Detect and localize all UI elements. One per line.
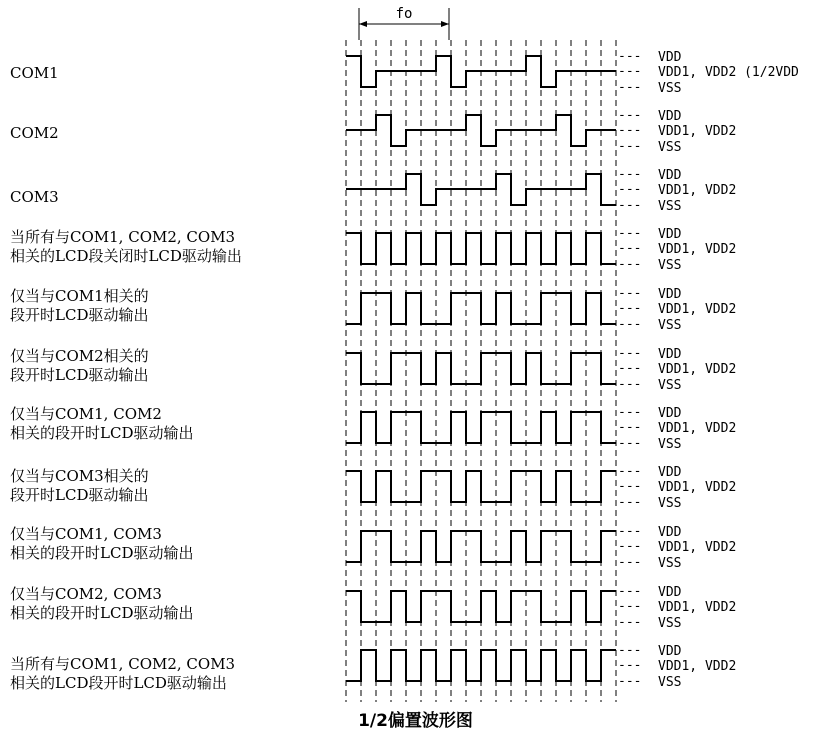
level-dash: --- bbox=[618, 377, 642, 392]
waveform-trace bbox=[346, 650, 616, 681]
period-marker bbox=[359, 6, 449, 40]
vdd-label: VDD bbox=[658, 287, 682, 302]
vdd-label: VDD bbox=[658, 168, 682, 183]
level-dash: --- bbox=[618, 674, 642, 689]
vss-label: VSS bbox=[658, 81, 682, 96]
vdd-label: VDD bbox=[658, 50, 682, 65]
vdd12-label: VDD1, VDD2 bbox=[658, 242, 737, 257]
row-label: COM2 bbox=[10, 124, 59, 142]
vdd12-label: VDD1, VDD2 bbox=[658, 600, 737, 615]
period-arrow-right bbox=[441, 21, 449, 27]
level-dash: --- bbox=[618, 436, 642, 451]
row-label: 仅当与COM1, COM2 相关的段开时LCD驱动输出 bbox=[10, 405, 194, 442]
level-dash: --- bbox=[618, 599, 642, 614]
vss-label: VSS bbox=[658, 318, 682, 333]
level-dash: --- bbox=[618, 555, 642, 570]
vdd-label: VDD bbox=[658, 585, 682, 600]
vdd12-label: VDD1, VDD2 bbox=[658, 362, 737, 377]
waveform-traces bbox=[346, 56, 616, 681]
period-arrow-left bbox=[359, 21, 367, 27]
waveform-trace bbox=[346, 233, 616, 264]
level-dash: --- bbox=[618, 226, 642, 241]
row-label: 仅当与COM2相关的 段开时LCD驱动输出 bbox=[10, 347, 149, 384]
row-label: 仅当与COM1, COM3 相关的段开时LCD驱动输出 bbox=[10, 525, 194, 562]
level-dash: --- bbox=[618, 123, 642, 138]
waveform-trace bbox=[346, 353, 616, 384]
vdd12-label: VDD1, VDD2 bbox=[658, 124, 737, 139]
level-dash: --- bbox=[618, 167, 642, 182]
vdd-label: VDD bbox=[658, 525, 682, 540]
vss-label: VSS bbox=[658, 616, 682, 631]
vss-label: VSS bbox=[658, 437, 682, 452]
level-dash: --- bbox=[618, 49, 642, 64]
vss-label: VSS bbox=[658, 258, 682, 273]
vdd-label: VDD bbox=[658, 109, 682, 124]
row-label: COM1 bbox=[10, 64, 59, 82]
level-dash: --- bbox=[618, 615, 642, 630]
vdd-label: VDD bbox=[658, 465, 682, 480]
vdd12-label: VDD1, VDD2 bbox=[658, 183, 737, 198]
vdd12-label: VDD1, VDD2 (1/2VDD bbox=[658, 65, 799, 80]
vdd12-label: VDD1, VDD2 bbox=[658, 480, 737, 495]
level-dash: --- bbox=[618, 361, 642, 376]
vdd-label: VDD bbox=[658, 406, 682, 421]
vdd-label: VDD bbox=[658, 644, 682, 659]
level-dash: --- bbox=[618, 198, 642, 213]
vdd12-label: VDD1, VDD2 bbox=[658, 540, 737, 555]
level-dash: --- bbox=[618, 495, 642, 510]
level-markers bbox=[618, 49, 799, 690]
diagram-caption: 1/2偏置波形图 bbox=[358, 711, 473, 731]
waveform-trace bbox=[346, 531, 616, 562]
vdd-label: VDD bbox=[658, 227, 682, 242]
level-dash: --- bbox=[618, 539, 642, 554]
vss-label: VSS bbox=[658, 199, 682, 214]
row-label: 仅当与COM3相关的 段开时LCD驱动输出 bbox=[10, 467, 149, 504]
vss-label: VSS bbox=[658, 496, 682, 511]
level-dash: --- bbox=[618, 479, 642, 494]
level-dash: --- bbox=[618, 346, 642, 361]
level-dash: --- bbox=[618, 317, 642, 332]
level-dash: --- bbox=[618, 464, 642, 479]
level-dash: --- bbox=[618, 241, 642, 256]
row-label: 仅当与COM1相关的 段开时LCD驱动输出 bbox=[10, 287, 149, 324]
level-dash: --- bbox=[618, 64, 642, 79]
level-dash: --- bbox=[618, 301, 642, 316]
row-label: 当所有与COM1, COM2, COM3 相关的LCD段关闭时LCD驱动输出 bbox=[10, 228, 242, 265]
waveform-trace bbox=[346, 115, 616, 146]
level-dash: --- bbox=[618, 108, 642, 123]
level-dash: --- bbox=[618, 584, 642, 599]
vdd12-label: VDD1, VDD2 bbox=[658, 302, 737, 317]
level-dash: --- bbox=[618, 658, 642, 673]
level-dash: --- bbox=[618, 524, 642, 539]
level-dash: --- bbox=[618, 182, 642, 197]
vss-label: VSS bbox=[658, 675, 682, 690]
level-dash: --- bbox=[618, 420, 642, 435]
level-dash: --- bbox=[618, 286, 642, 301]
waveform-trace bbox=[346, 293, 616, 324]
vss-label: VSS bbox=[658, 140, 682, 155]
row-label: COM3 bbox=[10, 188, 59, 206]
vss-label: VSS bbox=[658, 556, 682, 571]
waveform-trace bbox=[346, 412, 616, 443]
vdd-label: VDD bbox=[658, 347, 682, 362]
vdd12-label: VDD1, VDD2 bbox=[658, 659, 737, 674]
level-dash: --- bbox=[618, 139, 642, 154]
vdd12-label: VDD1, VDD2 bbox=[658, 421, 737, 436]
row-label: 仅当与COM2, COM3 相关的段开时LCD驱动输出 bbox=[10, 585, 194, 622]
level-dash: --- bbox=[618, 643, 642, 658]
waveform-trace bbox=[346, 591, 616, 622]
level-dash: --- bbox=[618, 405, 642, 420]
waveform-trace bbox=[346, 471, 616, 502]
level-dash: --- bbox=[618, 80, 642, 95]
level-dash: --- bbox=[618, 257, 642, 272]
period-label: fo bbox=[395, 6, 413, 22]
vss-label: VSS bbox=[658, 378, 682, 393]
row-label: 当所有与COM1, COM2, COM3 相关的LCD段开时LCD驱动输出 bbox=[10, 655, 236, 692]
